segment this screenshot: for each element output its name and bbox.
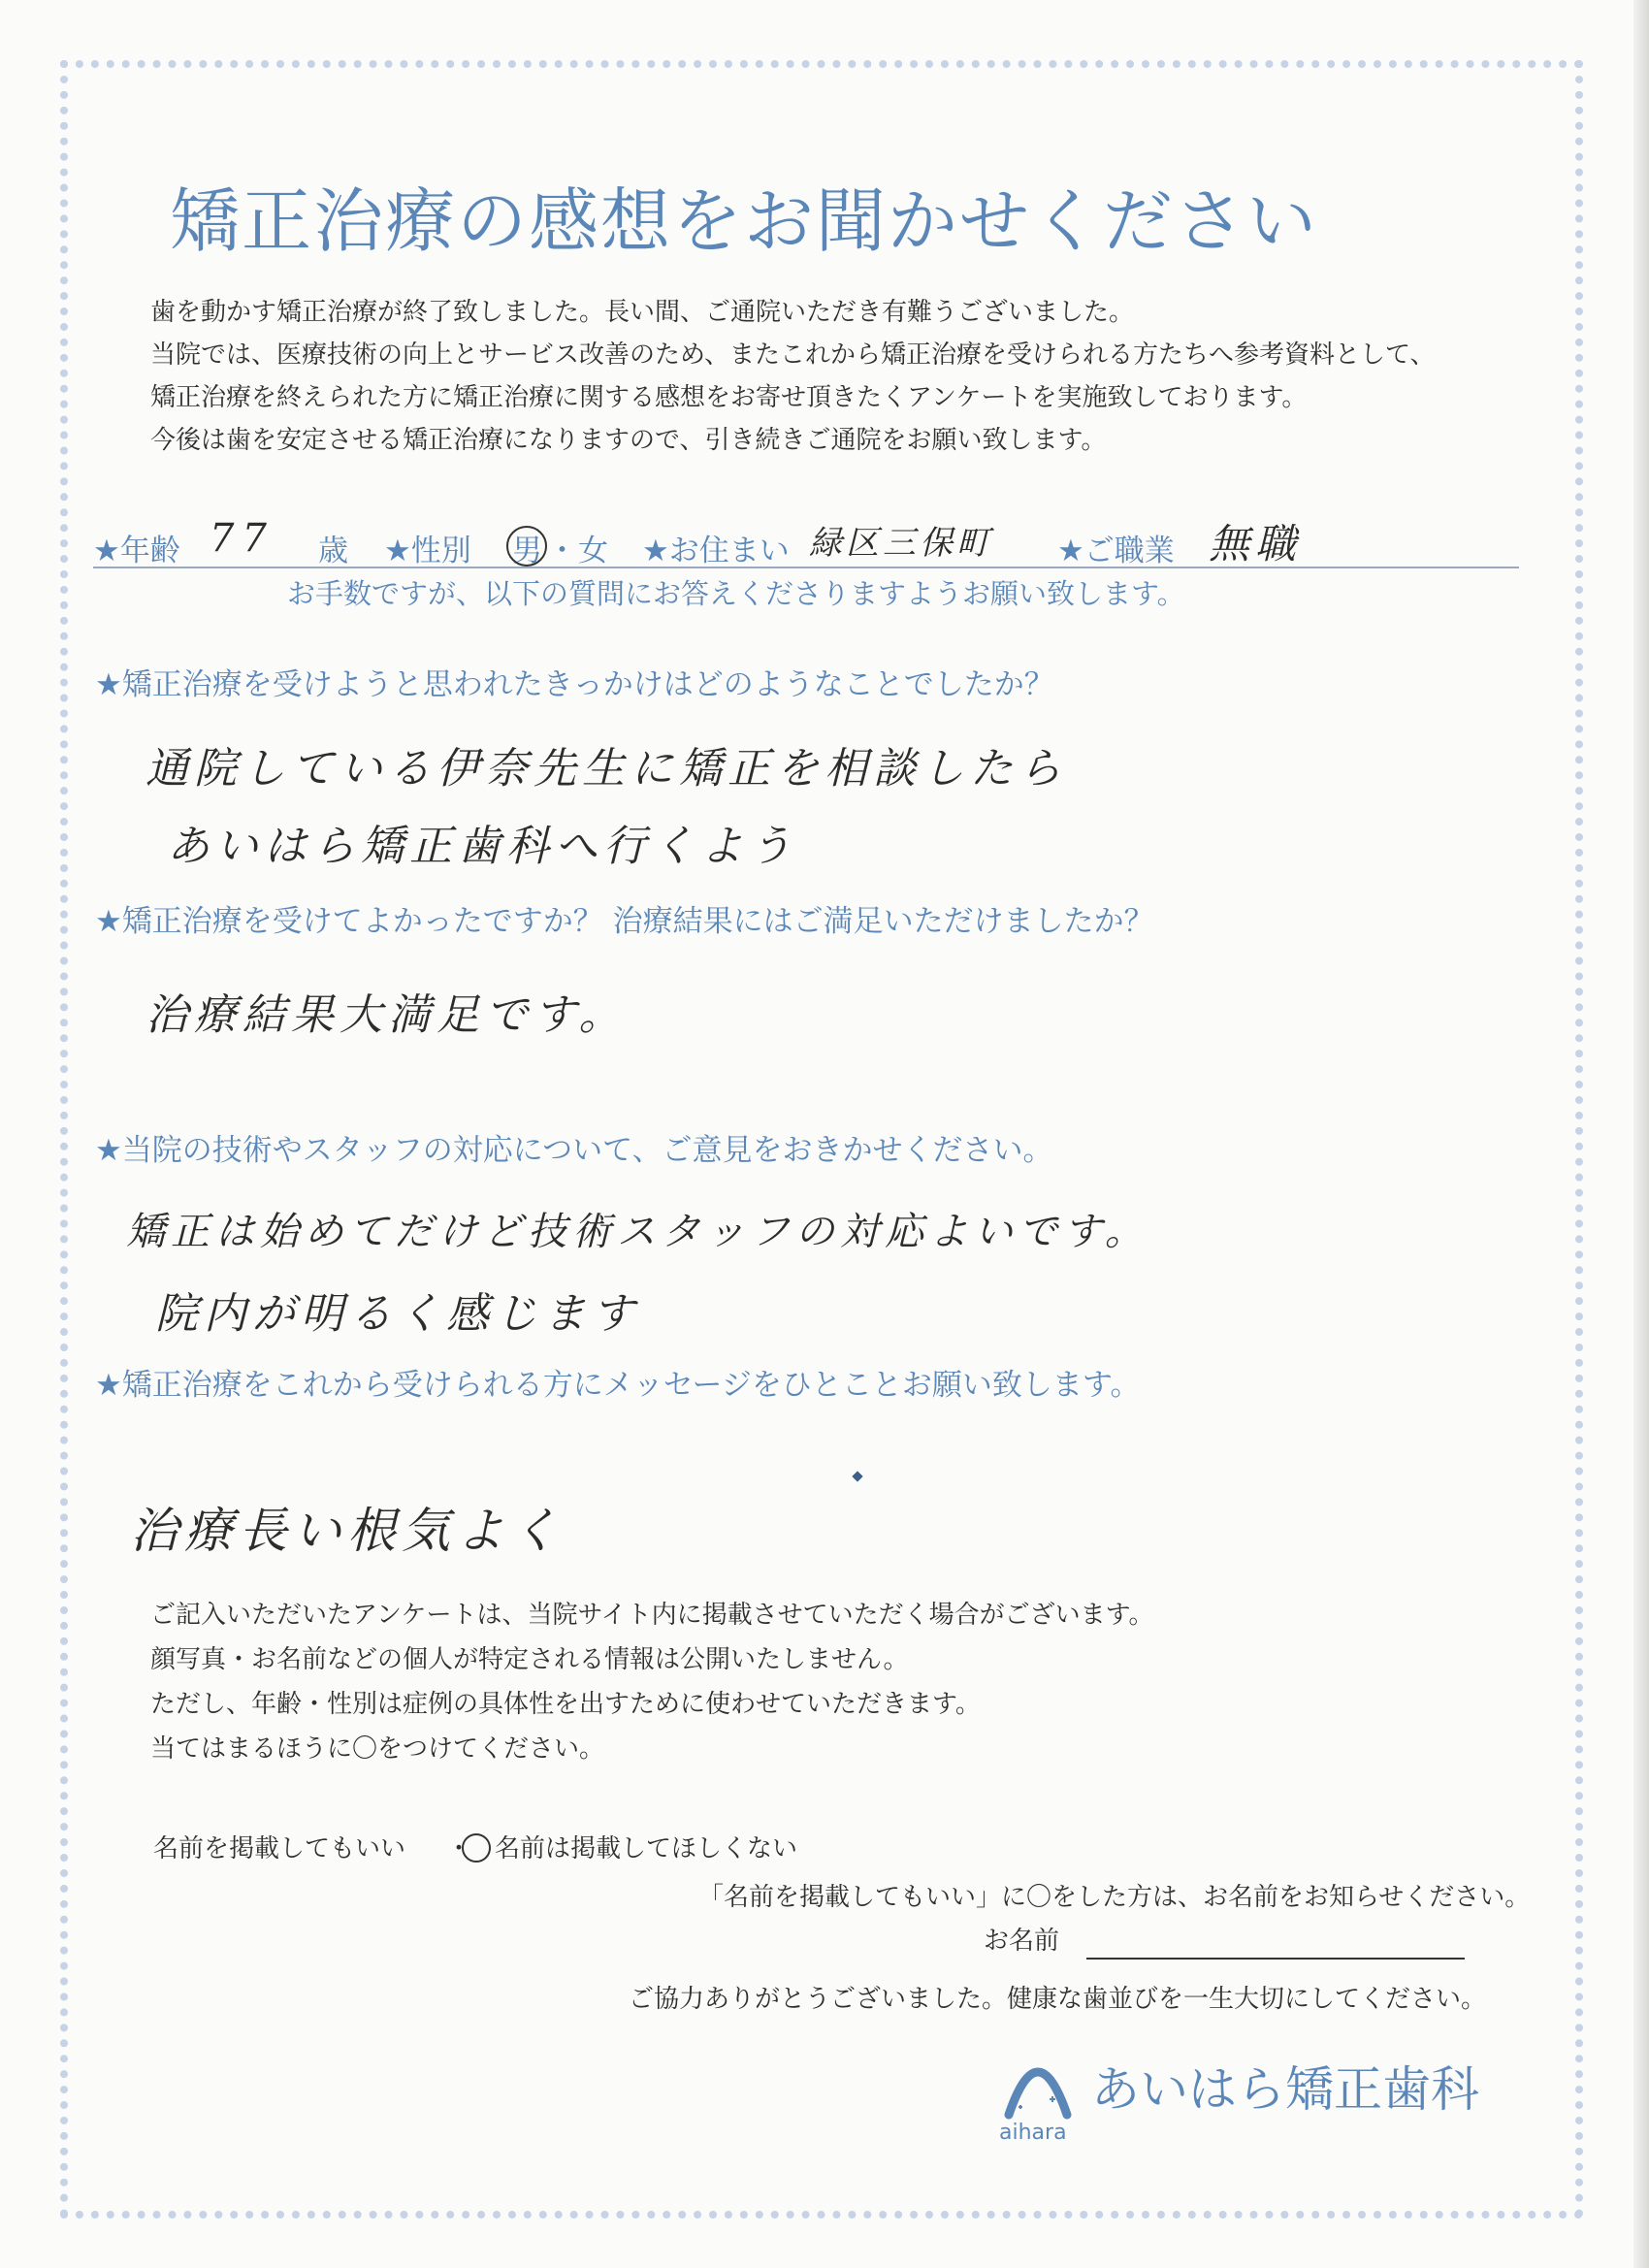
residence-label: ★お住まい — [642, 534, 790, 568]
option-no-publish-name[interactable] — [462, 1829, 797, 1864]
gender-male[interactable]: 男 — [512, 534, 542, 568]
option-no-publish-label: 名前は掲載してほしくない — [495, 1834, 798, 1863]
selected-circle-mark — [506, 526, 547, 567]
note-line: ただし、年齢・性別は症例の具体性を出すために使わせていただきます。 — [150, 1690, 981, 1719]
gender-label: ★性別 — [384, 534, 471, 568]
page-title: 矯正治療の感想をお聞かせください — [170, 180, 1319, 262]
question-3: ★当院の技術やスタッフの対応について、ご意見をおきかせください。 — [95, 1133, 1053, 1168]
name-instruction: 「名前を掲載してもいい」に〇をした方は、お名前をお知らせください。 — [698, 1883, 1531, 1912]
age-label: ★年齢 — [93, 534, 180, 568]
clinic-name: あいはら矯正歯科 — [1091, 2061, 1479, 2118]
residence-value[interactable]: 緑区三保町 — [809, 524, 993, 563]
intro-line: 当院では、医療技術の向上とサービス改善のため、またこれから矯正治療を受けられる方たちへ参考資料として、 — [150, 340, 1436, 370]
answer-3-line-1[interactable]: 矯正は始めてだけど技術スタッフの対応よいです。 — [126, 1210, 1149, 1254]
note-line: 顔写真・お名前などの個人が特定される情報は公開いたしません。 — [150, 1645, 909, 1674]
question-2: ★矯正治療を受けてよかったですか？ 治療結果にはご満足いただけましたか？ — [95, 904, 1154, 939]
answer-2-line-1[interactable]: 治療結果大満足です。 — [146, 990, 628, 1040]
clinic-sub: aihara — [999, 2121, 1067, 2145]
intro-line: 今後は歯を安定させる矯正治療になりますので、引き続きご通院をお願い致します。 — [150, 426, 1107, 455]
occupation-value[interactable]: 無職 — [1209, 520, 1303, 567]
answer-1-line-2[interactable]: あいはら矯正歯科へ行くよう — [167, 822, 797, 871]
answer-1-line-1[interactable]: 通院している伊奈先生に矯正を相談したら — [146, 744, 1067, 794]
age-unit: 歳 — [318, 534, 348, 568]
instruction-text: お手数ですが、以下の質問にお答えくださりますようお願い致します。 — [287, 577, 1185, 610]
intro-text — [150, 291, 1508, 462]
footer-notes — [150, 1593, 1154, 1771]
note-line: 当てはまるほうに〇をつけてください。 — [150, 1734, 605, 1764]
age-value[interactable]: 77 — [210, 516, 275, 561]
scan-edge — [1633, 0, 1649, 2268]
occupation-label: ★ご職業 — [1057, 534, 1175, 568]
option-separator: ・ — [446, 1834, 472, 1863]
answer-4-line-1[interactable]: 治療長い根気よく — [130, 1503, 565, 1559]
profile-row — [93, 516, 1519, 568]
gender-female[interactable]: 女 — [578, 534, 608, 568]
name-field-line[interactable] — [1086, 1958, 1465, 1960]
question-4: ★矯正治療をこれから受けられる方にメッセージをひとことお願い致します。 — [95, 1368, 1141, 1403]
gender-separator: ・ — [547, 534, 577, 568]
selected-circle-mark — [462, 1833, 491, 1863]
question-1: ★矯正治療を受けようと思われたきっかけはどのようなことでしたか？ — [95, 667, 1054, 702]
note-line: ご記入いただいたアンケートは、当院サイト内に掲載させていただく場合がございます。 — [150, 1601, 1154, 1630]
name-label: お名前 — [984, 1927, 1060, 1956]
clinic-logo — [999, 2039, 1479, 2146]
option-publish-name[interactable]: 名前を掲載してもいい — [153, 1834, 406, 1863]
intro-line: 矯正治療を終えられた方に矯正治療に関する感想をお寄せ頂きたくアンケートを実施致しております。 — [150, 383, 1308, 412]
thanks-text: ご協力ありがとうございました。健康な歯並びを一生大切にしてください。 — [629, 1985, 1487, 2014]
intro-line: 歯を動かす矯正治療が終了致しました。長い間、ご通院いただき有難うございました。 — [150, 298, 1135, 327]
answer-3-line-2[interactable]: 院内が明るく感じます — [155, 1289, 640, 1339]
